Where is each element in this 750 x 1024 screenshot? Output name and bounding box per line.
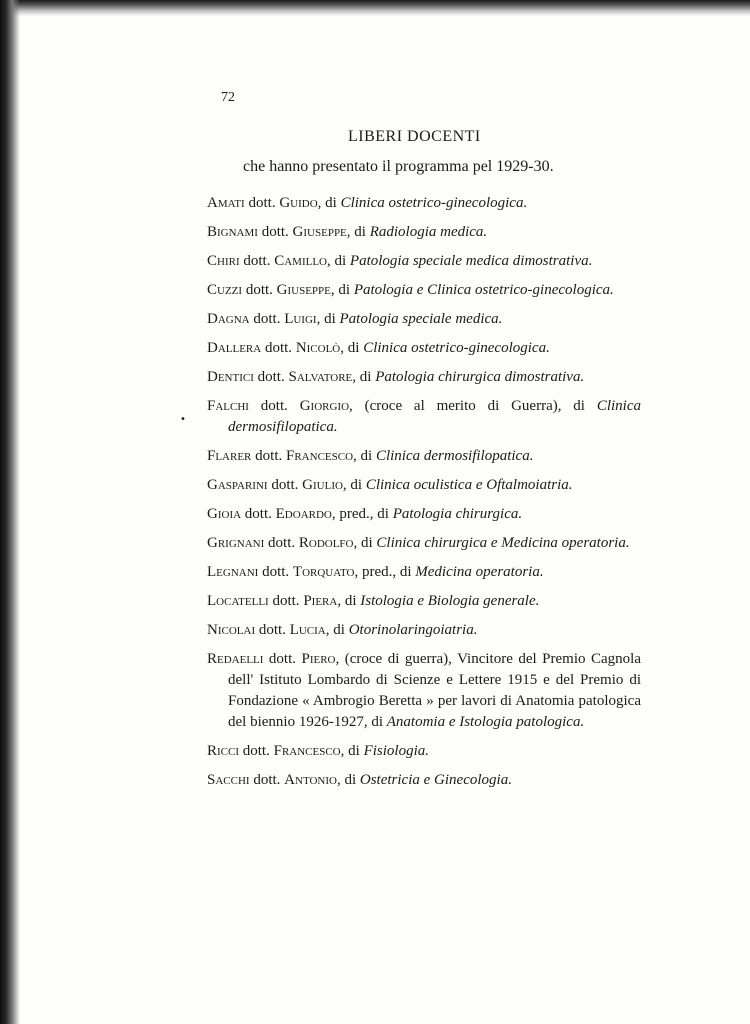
page-number: 72 [221, 90, 235, 105]
given-name: Piera [303, 593, 338, 609]
given-name: Nicolò [295, 340, 341, 356]
subject: Clinica dermosifilopatica. [375, 448, 534, 464]
surname: Dagna [207, 311, 250, 327]
given-name: Giuseppe [292, 224, 347, 240]
list-item: Gasparini dott. Giulio, di Clinica oculistica e Oftalmoiatria. [207, 477, 573, 493]
subject: Otorinolaringoiatria. [348, 622, 478, 638]
given-name: Camillo [274, 253, 327, 269]
subject: Ostetricia e Ginecologia. [359, 772, 512, 788]
list-item: Redaelli dott. Piero, (croce di guerra), Vincitore del Premio Cagnola dell' Istituto Lombardo di Scienze e Lettere 1915 e del Premio di Fondazione « Ambrogio Beretta » per lavori di Anatomia patologica del biennio 1926-1927, di Anatomia e Istologia patologica. [207, 651, 641, 730]
list-item: Dentici dott. Salvatore, di Patologia chirurgica dimostrativa. [207, 369, 585, 385]
subject: Anatomia e Istologia patologica. [386, 714, 585, 730]
list-item: Locatelli dott. Piera, di Istologia e Biologia generale. [207, 593, 540, 609]
subject: Clinica dermosifilopatica. [228, 398, 641, 435]
list-item: Nicolai dott. Lucia, di Otorinolaringoiatria. [207, 622, 478, 638]
subject: Fisiologia. [363, 743, 429, 759]
margin-mark: • [180, 414, 186, 425]
subject: Istologia e Biologia generale. [360, 593, 540, 609]
subject: Clinica ostetrico-ginecologica. [363, 340, 550, 356]
subject: Patologia speciale medica dimostrativa. [349, 253, 593, 269]
given-name: Edoardo [275, 506, 332, 522]
subject: Patologia e Clinica ostetrico-ginecologica. [353, 282, 614, 298]
page-subtitle: che hanno presentato il programma pel 1929-30. [243, 158, 554, 175]
subject: Patologia chirurgica dimostrativa. [375, 369, 585, 385]
list-item: Bignami dott. Giuseppe, di Radiologia medica. [207, 224, 488, 240]
given-name: Giulio [302, 477, 343, 493]
list-item: Dagna dott. Luigi, di Patologia speciale medica. [207, 311, 503, 327]
list-item: Grignani dott. Rodolfo, di Clinica chirurgica e Medicina operatoria. [207, 535, 630, 551]
surname: Ricci [207, 743, 240, 759]
surname: Redaelli [207, 651, 264, 667]
given-name: Giorgio [299, 398, 350, 414]
surname: Amati [207, 195, 245, 211]
surname: Nicolai [207, 622, 256, 638]
list-item: Dallera dott. Nicolò, di Clinica ostetrico-ginecologica. [207, 340, 550, 356]
given-name: Lucia [289, 622, 326, 638]
list-item: Falchi dott. Giorgio, (croce al merito di Guerra), di Clinica dermosifilopatica. [207, 398, 641, 435]
given-name: Guido [279, 195, 318, 211]
list-item: Flarer dott. Francesco, di Clinica dermosifilopatica. [207, 448, 534, 464]
surname: Gioia [207, 506, 242, 522]
list-item: Legnani dott. Torquato, pred., di Medicina operatoria. [207, 564, 544, 580]
subject: Radiologia medica. [369, 224, 488, 240]
surname: Dallera [207, 340, 262, 356]
given-name: Salvatore [288, 369, 353, 385]
surname: Falchi [207, 398, 249, 414]
list-item: Sacchi dott. Antonio, di Ostetricia e Ginecologia. [207, 772, 512, 788]
subject: Patologia chirurgica. [392, 506, 523, 522]
surname: Cuzzi [207, 282, 243, 298]
surname: Locatelli [207, 593, 269, 609]
given-name: Piero [301, 651, 336, 667]
page-title: LIBERI DOCENTI [348, 128, 481, 145]
subject: Medicina operatoria. [415, 564, 544, 580]
list-item: Chiri dott. Camillo, di Patologia speciale medica dimostrativa. [207, 253, 593, 269]
surname: Bignami [207, 224, 258, 240]
list-item: Ricci dott. Francesco, di Fisiologia. [207, 743, 429, 759]
subject: Clinica ostetrico-ginecologica. [340, 195, 528, 211]
surname: Dentici [207, 369, 254, 385]
subject: Clinica oculistica e Oftalmoiatria. [365, 477, 573, 493]
surname: Flarer [207, 448, 252, 464]
list-item: Amati dott. Guido, di Clinica ostetrico-ginecologica. [207, 195, 528, 211]
list-item: Cuzzi dott. Giuseppe, di Patologia e Clinica ostetrico-ginecologica. [207, 282, 614, 298]
given-name: Antonio [284, 772, 337, 788]
surname: Sacchi [207, 772, 250, 788]
surname: Chiri [207, 253, 240, 269]
surname: Legnani [207, 564, 259, 580]
subject: Patologia speciale medica. [339, 311, 503, 327]
given-name: Francesco [273, 743, 341, 759]
given-name: Francesco [286, 448, 354, 464]
given-name: Giuseppe [276, 282, 331, 298]
scan-top-edge [0, 0, 750, 16]
surname: Gasparini [207, 477, 268, 493]
given-name: Luigi [284, 311, 317, 327]
surname: Grignani [207, 535, 265, 551]
given-name: Torquato [292, 564, 355, 580]
lecturer-list [207, 193, 641, 799]
scan-binding-edge [0, 0, 20, 1024]
subject: Clinica chirurgica e Medicina operatoria. [376, 535, 630, 551]
given-name: Rodolfo [298, 535, 354, 551]
list-item: Gioia dott. Edoardo, pred., di Patologia chirurgica. [207, 506, 523, 522]
